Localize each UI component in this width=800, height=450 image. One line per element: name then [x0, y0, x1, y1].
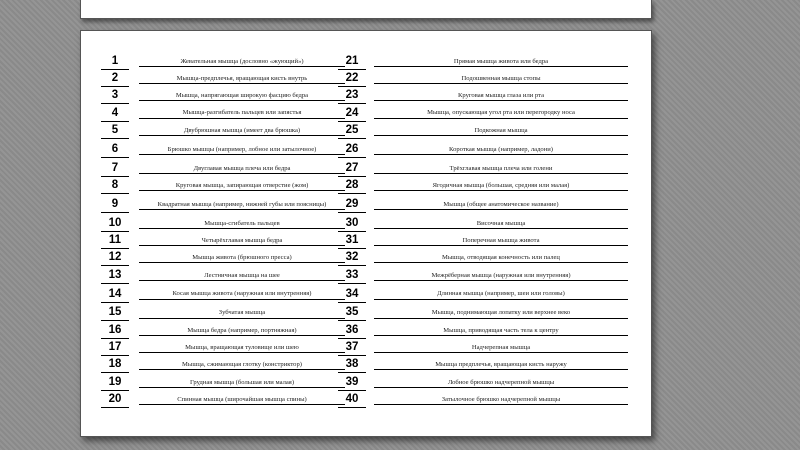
list-item [101, 284, 345, 305]
item-number: 1 [101, 54, 129, 70]
item-number: 7 [101, 161, 129, 177]
list-item [338, 391, 628, 408]
item-text: Грудная мышца (большая или малая) [139, 378, 345, 388]
list-item [338, 70, 628, 87]
item-number: 40 [338, 392, 366, 408]
item-number: 38 [338, 357, 366, 373]
list-item [101, 195, 345, 216]
list-item [338, 139, 628, 160]
list-item [338, 215, 628, 232]
item-number: 17 [101, 340, 129, 356]
item-text: Четырёхглавая мышца бедра [139, 236, 345, 246]
list-item [101, 250, 345, 267]
item-text: Поперечная мышца живота [374, 236, 628, 246]
item-number: 33 [338, 268, 366, 284]
list-item [338, 339, 628, 356]
item-number: 6 [101, 142, 129, 158]
item-number: 37 [338, 340, 366, 356]
item-number: 27 [338, 161, 366, 177]
list-item [101, 215, 345, 232]
item-number: 21 [338, 54, 366, 70]
item-text: Мышца бедра (например, портняжная) [139, 326, 345, 336]
list-item [101, 391, 345, 408]
list-item [338, 195, 628, 216]
item-number: 11 [101, 233, 129, 249]
list-item [101, 70, 345, 87]
list-item [101, 322, 345, 339]
item-number: 3 [101, 88, 129, 104]
item-number: 32 [338, 250, 366, 266]
item-text: Круговая мышца, запирающая отверстие (жом) [139, 181, 345, 191]
item-number: 24 [338, 106, 366, 122]
item-text: Мышца (общее анатомическое название) [374, 200, 628, 210]
list-item [101, 160, 345, 177]
item-text: Затылочное брюшко надчерепной мышцы [374, 395, 628, 405]
list-item [101, 139, 345, 160]
list-item [338, 88, 628, 105]
list-item [101, 305, 345, 322]
item-number: 22 [338, 71, 366, 87]
list-item [338, 305, 628, 322]
list-item [101, 374, 345, 391]
list-item [101, 267, 345, 284]
item-number: 12 [101, 250, 129, 266]
item-number: 35 [338, 305, 366, 321]
list-item [101, 122, 345, 139]
item-number: 28 [338, 178, 366, 194]
item-text: Двуглавая мышца плеча или бедра [139, 164, 345, 174]
item-number: 20 [101, 392, 129, 408]
item-number: 39 [338, 375, 366, 391]
item-number: 5 [101, 123, 129, 139]
item-text: Косая мышца живота (наружная или внутренняя) [139, 289, 345, 299]
item-text: Мышца, напрягающая широкую фасцию бедра [139, 91, 345, 101]
item-text: Мышца предплечья, вращающая кисть наружу [374, 360, 628, 370]
left-column [101, 53, 345, 409]
item-text: Лестничная мышца на шее [139, 271, 345, 281]
list-item [101, 177, 345, 194]
list-item [338, 374, 628, 391]
right-column [338, 53, 628, 409]
item-text: Жевательная мышца (дословно «жующий») [139, 57, 345, 67]
list-item [338, 250, 628, 267]
item-text: Прямая мышца живота или бедра [374, 57, 628, 67]
item-text: Мышца, сжимающая глотку (констриктор) [139, 360, 345, 370]
item-text: Зубчатая мышца [139, 308, 345, 318]
item-number: 34 [338, 287, 366, 303]
item-text: Мышца живота (брюшного пресса) [139, 253, 345, 263]
item-text: Мышца-предплечья, вращающая кисть внутрь [139, 74, 345, 84]
document-page [80, 30, 652, 437]
list-item [338, 105, 628, 122]
item-text: Ягодичная мышца (большая, средняя или малая) [374, 181, 628, 191]
item-number: 26 [338, 142, 366, 158]
item-number: 13 [101, 268, 129, 284]
item-text: Мышца, опускающая угол рта или перегородку носа [374, 108, 628, 118]
item-text: Надчерепная мышца [374, 343, 628, 353]
item-text: Трёхглавая мышца плеча или голени [374, 164, 628, 174]
list-item [338, 177, 628, 194]
list-item [101, 232, 345, 249]
item-number: 23 [338, 88, 366, 104]
item-text: Брюшко мышцы (например, лобное или затылочное) [139, 145, 345, 155]
list-item [101, 53, 345, 70]
item-number: 15 [101, 305, 129, 321]
item-number: 19 [101, 375, 129, 391]
item-text: Короткая мышца (например, ладони) [374, 145, 628, 155]
list-item [101, 105, 345, 122]
item-number: 8 [101, 178, 129, 194]
item-number: 30 [338, 216, 366, 232]
item-text: Мышца, приводящая часть тела к центру [374, 326, 628, 336]
item-text: Мышца-сгибатель пальцев [139, 219, 345, 229]
list-item [101, 88, 345, 105]
item-number: 18 [101, 357, 129, 373]
item-text: Межрёберная мышца (наружная или внутренняя) [374, 271, 628, 281]
item-number: 25 [338, 123, 366, 139]
list-item [338, 122, 628, 139]
list-item [101, 357, 345, 374]
list-item [338, 267, 628, 284]
list-item [338, 160, 628, 177]
item-number: 10 [101, 216, 129, 232]
list-item [338, 232, 628, 249]
item-text: Мышца, поднимающая лопатку или верхнее веко [374, 308, 628, 318]
item-text: Спинная мышца (широчайшая мышца спины) [139, 395, 345, 405]
list-item [338, 322, 628, 339]
item-text: Подошвенная мышца стопы [374, 74, 628, 84]
item-number: 29 [338, 197, 366, 213]
item-number: 2 [101, 71, 129, 87]
previous-page-bottom [80, 0, 652, 19]
list-item [101, 339, 345, 356]
item-number: 31 [338, 233, 366, 249]
item-text: Мышца, отводящая конечность или палец [374, 253, 628, 263]
list-item [338, 53, 628, 70]
item-number: 16 [101, 323, 129, 339]
item-text: Круговая мышца глаза или рта [374, 91, 628, 101]
item-number: 36 [338, 323, 366, 339]
item-number: 14 [101, 287, 129, 303]
list-item [338, 284, 628, 305]
item-number: 9 [101, 197, 129, 213]
list-item [338, 357, 628, 374]
item-text: Подкожная мышца [374, 126, 628, 136]
item-text: Двубрюшная мышца (имеет два брюшка) [139, 126, 345, 136]
item-text: Длинная мышца (например, шеи или головы) [374, 289, 628, 299]
item-text: Мышца-разгибатель пальцев или запястья [139, 108, 345, 118]
item-text: Мышца, вращающая туловище или шею [139, 343, 345, 353]
item-text: Височная мышца [374, 219, 628, 229]
item-text: Квадратная мышца (например, нижней губы или поясницы) [139, 200, 345, 210]
item-text: Лобное брюшко надчерепной мышцы [374, 378, 628, 388]
item-number: 4 [101, 106, 129, 122]
